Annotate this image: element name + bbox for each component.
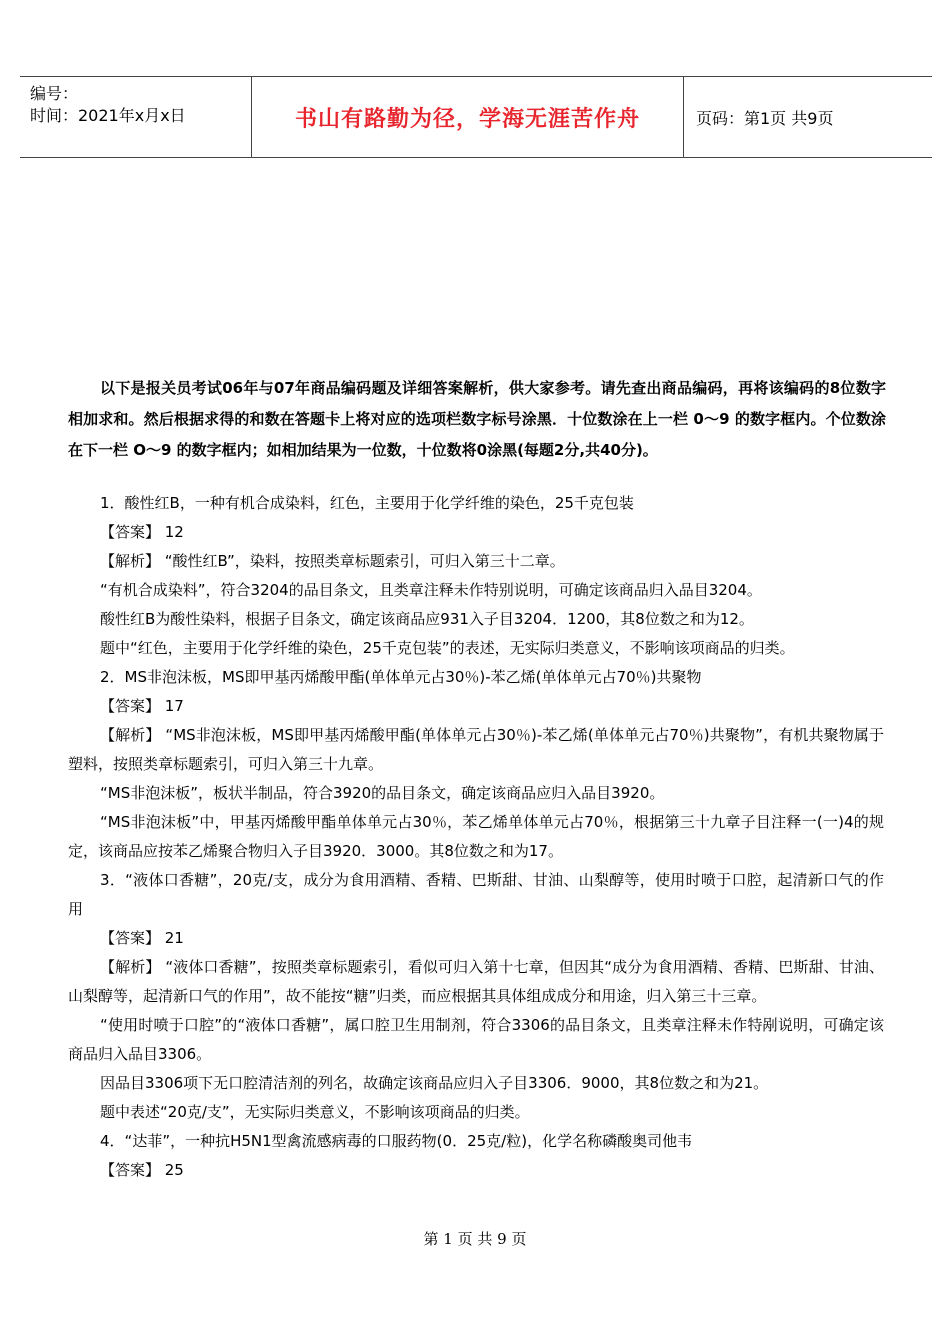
header-page-number: 页码：第1页 共9页: [696, 108, 834, 128]
answer-1: 【答案】 12: [100, 523, 184, 541]
document-number: 编号：: [30, 84, 79, 103]
question-3: 3．“液体口香糖”，20克/支，成分为食用酒精、香精、巴斯甜、甘油、山梨醇等，使用时喷于口腔，起清新口气的作用: [68, 871, 884, 918]
page-header: [20, 76, 932, 158]
page-footer: 第 1 页 共 9 页: [423, 1230, 527, 1248]
paragraph: 题中“红色，主要用于化学纤维的染色，25千克包装”的表述，无实际归类意义，不影响该项商品的归类。: [100, 639, 795, 657]
document-body: [68, 489, 884, 1185]
analysis-2: 【解析】 “MS非泡沫板，MS即甲基丙烯酸甲酯(单体单元占30％)-苯乙烯(单体单元占70％)共聚物”，有机共聚物属于塑料，按照类章标题索引，可归入第三十九章。: [68, 726, 884, 773]
paragraph: “MS非泡沫板”中，甲基丙烯酸甲酯单体单元占30％，苯乙烯单体单元占70％，根据第三十九章子目注释一(一)4的规定，该商品应按苯乙烯聚合物归入子目3920．3000。其8位数之和为17。: [68, 813, 884, 860]
paragraph: “MS非泡沫板”，板状半制品，符合3920的品目条文，确定该商品应归入品目3920。: [100, 784, 665, 802]
paragraph: 题中表述“20克/支”，无实际归类意义，不影响该项商品的归类。: [100, 1103, 530, 1121]
answer-3: 【答案】 21: [100, 929, 184, 947]
question-2: 2．MS非泡沫板，MS即甲基丙烯酸甲酯(单体单元占30％)-苯乙烯(单体单元占70％)共聚物: [100, 668, 702, 686]
header-motto: 书山有路勤为径，学海无涯苦作舟: [252, 77, 684, 157]
intro-paragraph: 以下是报关员考试06年与07年商品编码题及详细答案解析，供大家参考。请先查出商品编码，再将该编码的8位数字相加求和。然后根据求得的和数在答题卡上将对应的选项栏数字标号涂黑．十位数涂在上一栏 0～9 的数字框内。个位数涂在下一栏 O～9 的数字框内；如相加结果为一位数，十位数将0涂黑(每题2分,共40分)。: [68, 379, 886, 459]
analysis-3: 【解析】 “液体口香糖”，按照类章标题索引，看似可归入第十七章，但因其“成分为食用酒精、香精、巴斯甜、甘油、山梨醇等，起清新口气的作用”，故不能按“糖”归类，而应根据其具体组成成分和用途，归入第三十三章。: [68, 958, 884, 1005]
paragraph: 酸性红B为酸性染料，根据子目条文，确定该商品应931入子目3204．1200，其8位数之和为12。: [100, 610, 754, 628]
paragraph: “使用时喷于口腔”的“液体口香糖”，属口腔卫生用制剂，符合3306的品目条文，且类章注释未作特剐说明，可确定该商品归入品目3306。: [68, 1016, 884, 1063]
analysis-1: 【解析】 “酸性红B”，染料，按照类章标题索引，可归入第三十二章。: [100, 552, 565, 570]
answer-4: 【答案】 25: [100, 1161, 184, 1179]
paragraph: “有机合成染料”，符合3204的品目条文，且类章注释未作特别说明，可确定该商品归入品目3204。: [100, 581, 762, 599]
header-meta: [20, 77, 252, 157]
paragraph: 因品目3306项下无口腔清洁剂的列名，故确定该商品应归入子目3306．9000，其8位数之和为21。: [100, 1074, 769, 1092]
question-1: 1．酸性红B，一种有机合成染料，红色，主要用于化学纤维的染色，25千克包装: [100, 494, 634, 512]
document-time: 时间：2021年x月x日: [30, 106, 186, 125]
answer-2: 【答案】 17: [100, 697, 184, 715]
question-4: 4．“达菲”，一种抗H5N1型禽流感病毒的口服药物(0．25克/粒)，化学名称磷酸奥司他韦: [100, 1132, 693, 1150]
